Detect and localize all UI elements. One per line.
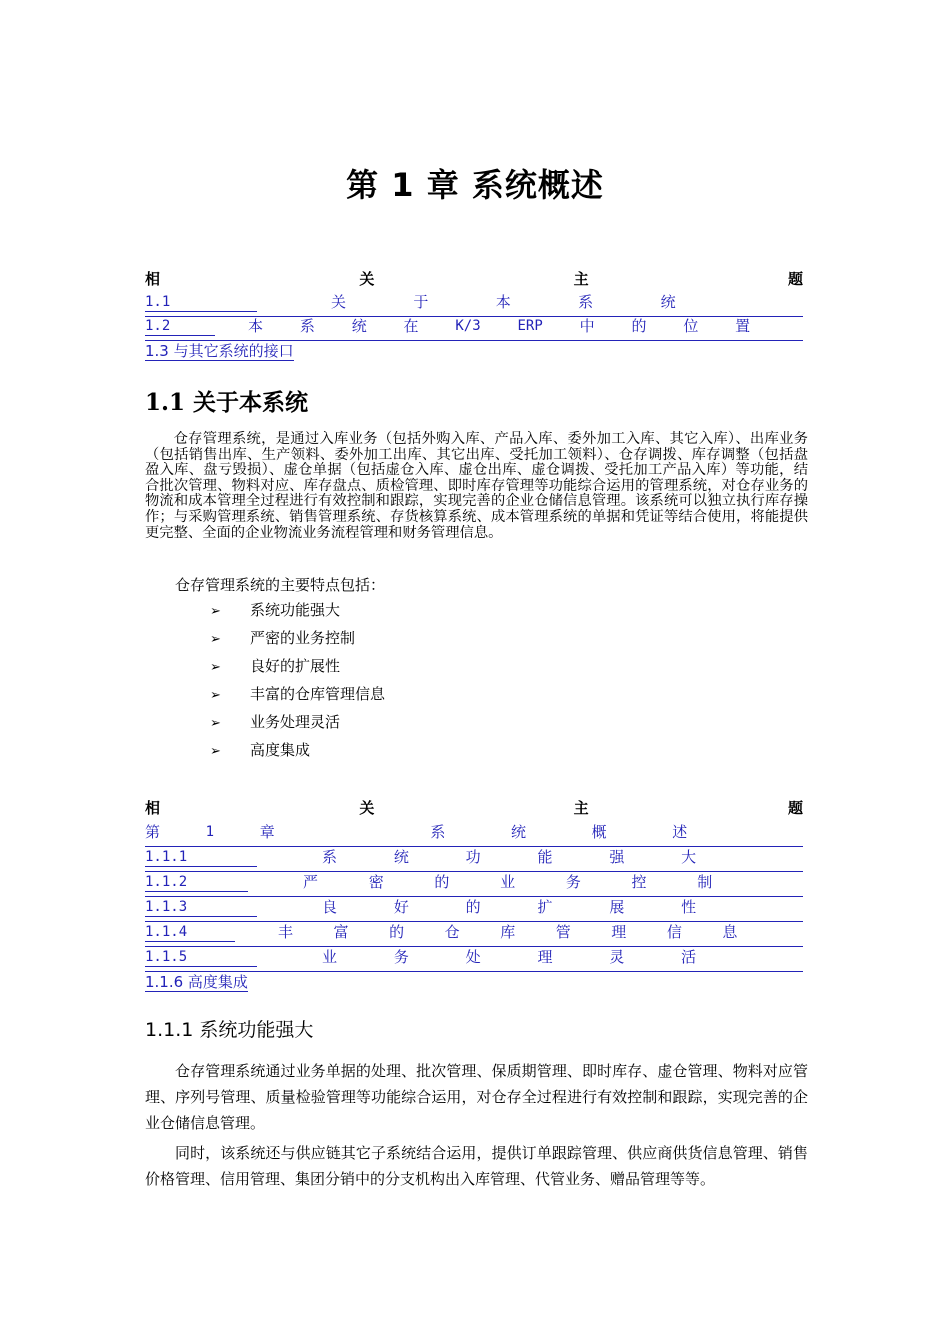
link-char: 灵 (609, 948, 625, 966)
feature-item (210, 628, 355, 650)
header-char: 关 (359, 270, 375, 288)
link-number: 1.1.4 (145, 922, 235, 942)
link-words (322, 897, 803, 917)
link-number: 1.1.2 (145, 872, 248, 892)
link-char: 关 (331, 293, 347, 311)
link-char: 系 (578, 293, 594, 311)
link-char: 章 (259, 823, 275, 841)
link-1-1-2-strict-control[interactable] (145, 872, 803, 897)
link-text: 1.1.6 高度集成 (145, 973, 248, 991)
link-char: 统 (351, 317, 367, 335)
link-char: ERP (517, 318, 543, 334)
link-number: 1.2 (145, 316, 215, 336)
header-char: 题 (787, 270, 803, 288)
arrow-bullet-icon: ➢ (210, 744, 221, 759)
link-chapter-1-overview[interactable] (145, 822, 803, 847)
link-char: 功 (465, 848, 481, 866)
link-char: 中 (579, 317, 595, 335)
link-char: 1 (205, 824, 215, 840)
link-char: 的 (631, 317, 647, 335)
link-char: 置 (735, 317, 751, 335)
header-char: 主 (573, 270, 589, 288)
link-char: 活 (681, 948, 697, 966)
link-char: 的 (465, 898, 481, 916)
link-char: 仓 (444, 923, 460, 941)
link-char: 系 (299, 317, 315, 335)
link-char: 系 (322, 848, 338, 866)
link-char: 业 (500, 873, 516, 891)
link-char: 富 (333, 923, 349, 941)
link-1-1-about-system[interactable] (145, 292, 803, 317)
link-char: 述 (672, 823, 688, 841)
arrow-bullet-icon: ➢ (210, 688, 221, 703)
header-char: 主 (573, 799, 589, 817)
link-char: 大 (681, 848, 697, 866)
link-words (145, 822, 803, 842)
link-char: 第 (145, 823, 161, 841)
feature-text: 业务处理灵活 (250, 713, 341, 731)
link-1-1-1-powerful[interactable] (145, 847, 803, 872)
section-1-1-paragraph: 仓存管理系统，是通过入库业务（包括外购入库、产品入库、委外加工入库、其它入库）、出库业务（包括销售出库、生产领料、委外加工出库、其它出库、受托加工领料）、仓存调拨、库存调整（包括盘盈入库、盘亏毁损）、虚仓单据（包括虚仓入库、虚仓出库、虚仓调拨、受托加工产品入库）等功能，结合批次管理、物料对应、库存盘点、质检管理、即时库存管理等功能综合运用的管理系统，对仓存业务的物流和成本管理全过程进行有效控制和跟踪，实现完善的企业仓储信息管理。该系统可以独立执行库存操作；与采购管理系统、销售管理系统、存货核算系统、成本管理系统的单据和凭证等结合使用，将能提供更完整、全面的企业物流业务流程管理和财务管理信息。 (145, 431, 808, 541)
arrow-bullet-icon: ➢ (210, 716, 221, 731)
link-char: 处 (465, 948, 481, 966)
link-char: 强 (609, 848, 625, 866)
link-char: 库 (500, 923, 516, 941)
link-number: 1.1 (145, 292, 257, 312)
link-1-2-position-in-erp[interactable] (145, 316, 803, 341)
link-char: 密 (368, 873, 384, 891)
link-char: 好 (393, 898, 409, 916)
link-char: 能 (537, 848, 553, 866)
link-1-1-6-integration[interactable] (145, 972, 803, 996)
section-1-1-1-paragraph-1: 仓存管理系统通过业务单据的处理、批次管理、保质期管理、即时库存、虚仓管理、物料对应管理、序列号管理、质量检验管理等功能综合运用，对仓存全过程进行有效控制和跟踪，实现完善的企业仓储信息管理。 (145, 1062, 808, 1132)
header-char: 相 (145, 799, 161, 817)
link-char: 扩 (537, 898, 553, 916)
link-1-1-5-flexible-processing[interactable] (145, 947, 803, 972)
feature-text: 丰富的仓库管理信息 (250, 685, 386, 703)
link-char: 丰 (278, 923, 294, 941)
link-words (322, 847, 803, 867)
link-char: 制 (697, 873, 713, 891)
features-intro: 仓存管理系统的主要特点包括： (175, 576, 386, 594)
link-number: 1.1.3 (145, 897, 257, 917)
feature-text: 严密的业务控制 (250, 629, 356, 647)
link-words (248, 316, 803, 336)
feature-item (210, 684, 385, 706)
link-number: 1.1.1 (145, 847, 257, 867)
link-char: 性 (681, 898, 697, 916)
link-1-1-3-extensibility[interactable] (145, 897, 803, 922)
link-char: 业 (322, 948, 338, 966)
link-words (322, 947, 803, 967)
link-char: 概 (591, 823, 607, 841)
link-char: 统 (660, 293, 676, 311)
link-char: 于 (413, 293, 429, 311)
link-char: 统 (510, 823, 526, 841)
link-char: 理 (537, 948, 553, 966)
link-char: 信 (666, 923, 682, 941)
feature-text: 高度集成 (250, 741, 311, 759)
link-number: 1.1.5 (145, 947, 257, 967)
link-char: 统 (393, 848, 409, 866)
related-topics-header-1 (145, 268, 803, 289)
link-1-1-4-warehouse-info[interactable] (145, 922, 803, 947)
link-char: 的 (389, 923, 405, 941)
link-words (331, 292, 803, 312)
link-char: K/3 (455, 318, 481, 334)
section-heading-1-1-1: 1.1.1 系统功能强大 (145, 1019, 314, 1041)
header-char: 关 (359, 799, 375, 817)
link-char: 本 (248, 317, 264, 335)
section-heading-1-1: 1.1 关于本系统 (145, 389, 309, 416)
link-char: 位 (683, 317, 699, 335)
link-char: 本 (495, 293, 511, 311)
link-char: 理 (611, 923, 627, 941)
link-char: 在 (403, 317, 419, 335)
feature-text: 良好的扩展性 (250, 657, 341, 675)
arrow-bullet-icon: ➢ (210, 660, 221, 675)
header-char: 相 (145, 270, 161, 288)
link-char: 的 (434, 873, 450, 891)
link-char: 务 (565, 873, 581, 891)
link-char: 务 (393, 948, 409, 966)
link-char: 系 (430, 823, 446, 841)
link-char: 严 (303, 873, 319, 891)
link-1-3-interfaces[interactable] (145, 341, 803, 365)
link-char: 良 (322, 898, 338, 916)
feature-item (210, 712, 340, 734)
link-char: 息 (722, 923, 738, 941)
arrow-bullet-icon: ➢ (210, 632, 221, 647)
feature-item (210, 600, 340, 622)
feature-item (210, 740, 310, 762)
link-words (303, 872, 803, 892)
feature-item (210, 656, 340, 678)
link-char: 管 (555, 923, 571, 941)
chapter-title: 第 1 章 系统概述 (346, 166, 604, 204)
header-char: 题 (787, 799, 803, 817)
link-text: 1.3 与其它系统的接口 (145, 342, 294, 360)
related-topics-header-2 (145, 797, 803, 818)
link-char: 控 (631, 873, 647, 891)
arrow-bullet-icon: ➢ (210, 604, 221, 619)
link-words (278, 922, 803, 942)
link-char: 展 (609, 898, 625, 916)
section-1-1-1-paragraph-2: 同时，该系统还与供应链其它子系统结合运用，提供订单跟踪管理、供应商供货信息管理、销售价格管理、信用管理、集团分销中的分支机构出入库管理、代管业务、赠品管理等等。 (145, 1144, 808, 1188)
feature-text: 系统功能强大 (250, 601, 341, 619)
